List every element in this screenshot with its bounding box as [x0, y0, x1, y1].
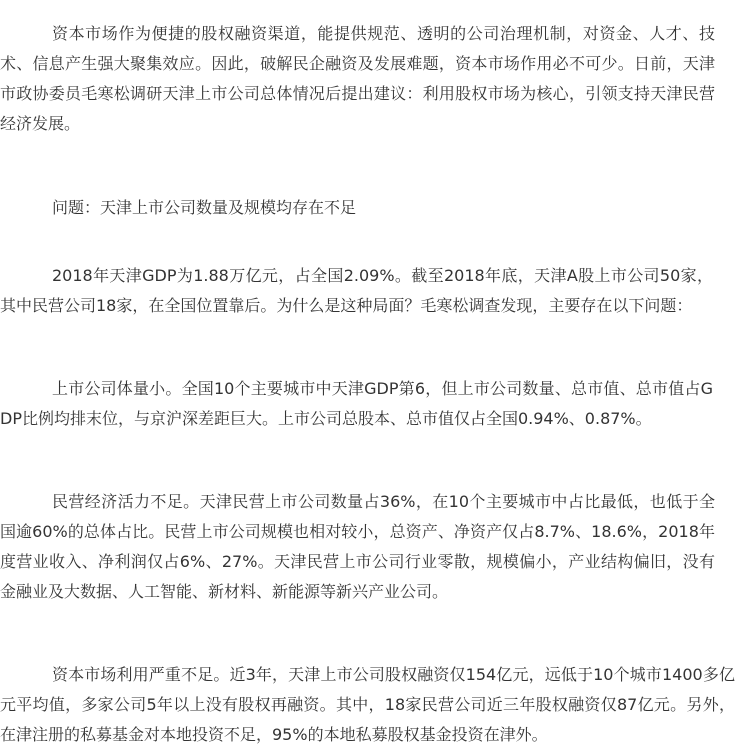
gdp-paragraph: 2018年天津GDP为1.88万亿元，占全国2.09%。截至2018年底，天津A股上市公司50家，其中民营公司18家，在全国位置靠后。为什么是这种局面？毛寒松调查发现，主要存在以下问题： — [0, 266, 713, 315]
issue-capital-market-paragraph: 资本市场利用严重不足。近3年，天津上市公司股权融资仅154亿元，远低于10个城市1400多亿元平均值，多家公司5年以上没有股权再融资。其中，18家民营公司近三年股权融资仅87亿元。另外，在津注册的私募基金对本地投资不足，95%的本地私募股权基金投资在津外。 — [0, 665, 735, 744]
issue-scale-paragraph: 上市公司体量小。全国10个主要城市中天津GDP第6，但上市公司数量、总市值、总市值占GDP比例均排末位，与京沪深差距巨大。上市公司总股本、总市值仅占全国0.94%、0.87%。 — [0, 379, 713, 428]
issue-private-economy-paragraph: 民营经济活力不足。天津民营上市公司数量占36%，在10个主要城市中占比最低，也低于全国逾60%的总体占比。民营上市公司规模也相对较小，总资产、净资产仅占8.7%、18.6%，2018年度营业收入、净利润仅占6%、27%。天津民营上市公司行业零散，规模偏小，产业结构偏旧，没有金融业及大数据、人工智能、新材料、新能源等新兴产业公司。 — [0, 492, 715, 601]
section-heading: 问题：天津上市公司数量及规模均存在不足 — [52, 198, 357, 217]
intro-paragraph: 资本市场作为便捷的股权融资渠道，能提供规范、透明的公司治理机制，对资金、人才、技术、信息产生强大聚集效应。因此，破解民企融资及发展难题，资本市场作用必不可少。日前，天津市政协委员毛寒松调研天津上市公司总体情况后提出建议：利用股权市场为核心，引领支持天津民营经济发展。 — [0, 24, 715, 133]
